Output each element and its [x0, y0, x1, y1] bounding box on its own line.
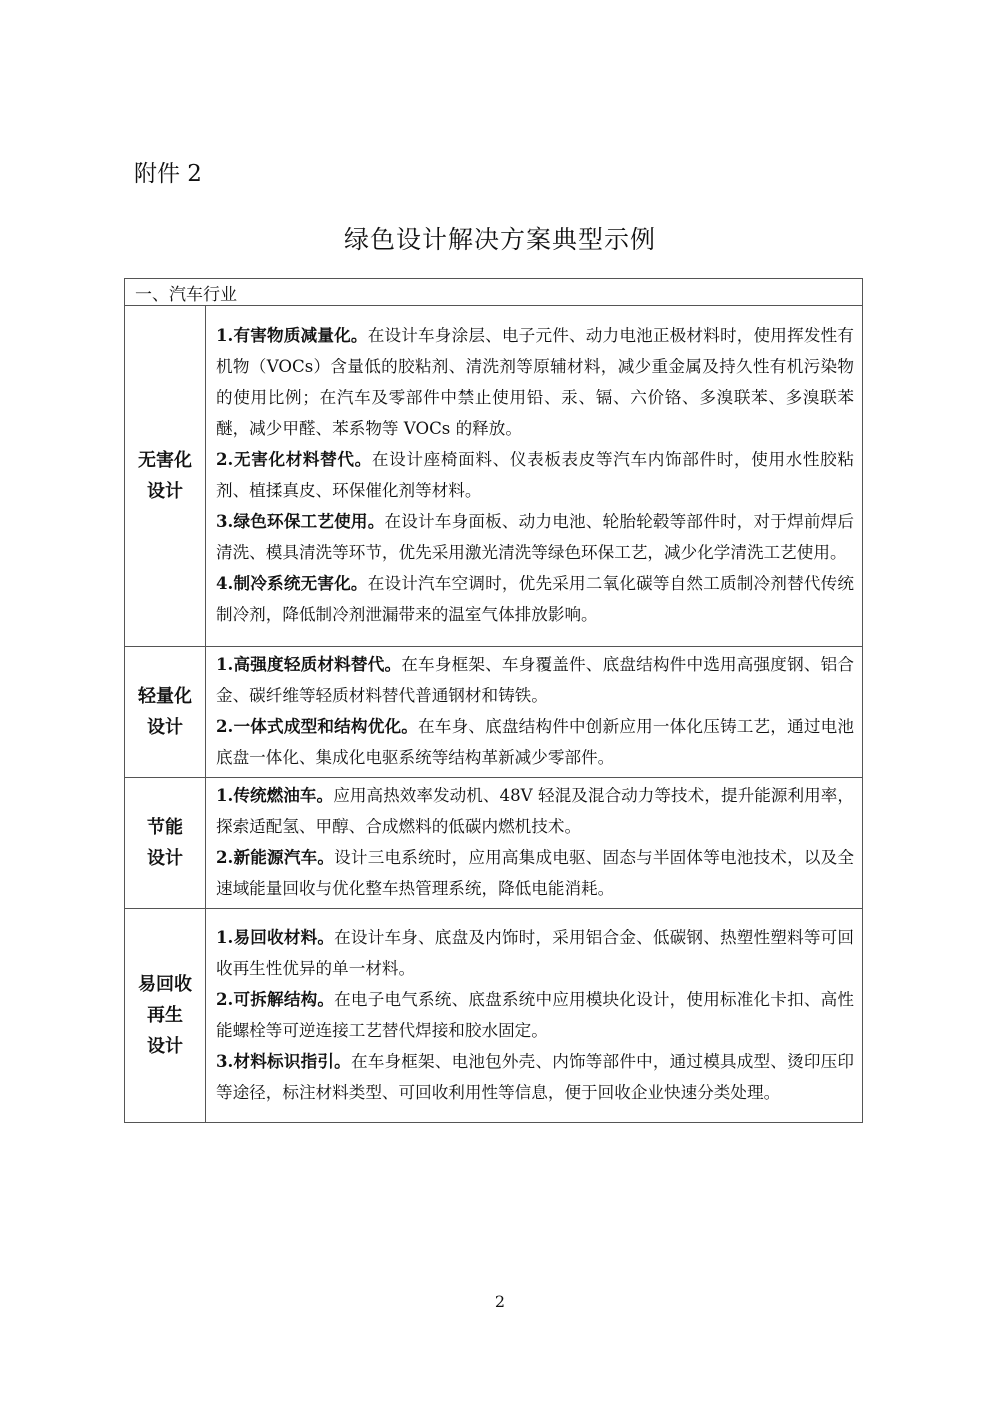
category-line: 易回收: [138, 974, 192, 995]
list-item: [216, 711, 854, 773]
attachment-label: 附件 2: [134, 161, 202, 187]
category-line: 设计: [147, 1036, 183, 1057]
item-text: 应用高热效率发动机、48V 轻混及混合动力等技术，提升能源利用率，探索适配氢、甲醇、合成燃料的低碳内燃机技术。: [216, 786, 854, 836]
table-row: [125, 778, 863, 909]
category-line: 设计: [147, 848, 183, 869]
category-line: 设计: [147, 481, 183, 502]
category-cell: [125, 778, 206, 909]
list-item: [216, 506, 854, 568]
list-item: [216, 320, 854, 444]
item-heading: 2.可拆解结构。: [216, 988, 335, 1009]
list-item: [216, 1046, 854, 1108]
solutions-table: [124, 278, 863, 1123]
item-text: 在设计车身、底盘及内饰时，采用铝合金、低碳钢、热塑性塑料等可回收再生性优异的单一材料。: [216, 927, 854, 978]
content-cell: [206, 647, 863, 778]
category-cell: [125, 306, 206, 647]
category-cell: [125, 647, 206, 778]
item-text: 在车身框架、车身覆盖件、底盘结构件中选用高强度钢、铝合金、碳纤维等轻质材料替代普通钢材和铸铁。: [216, 655, 855, 705]
item-text: 在电子电气系统、底盘系统中应用模块化设计，使用标准化卡扣、高性能螺栓等可逆连接工艺替代焊接和胶水固定。: [216, 989, 854, 1040]
category-line: 轻量化: [138, 686, 192, 707]
item-heading: 1.有害物质减量化。: [216, 325, 368, 345]
table-row: [125, 909, 863, 1123]
list-item: [216, 984, 854, 1046]
list-item: [216, 842, 854, 904]
item-heading: 3.材料标识指引。: [216, 1050, 351, 1071]
item-heading: 1.易回收材料。: [216, 926, 335, 947]
item-text: 在设计汽车空调时，优先采用二氧化碳等自然工质制冷剂替代传统制冷剂，降低制冷剂泄漏带来的温室气体排放影响。: [216, 574, 854, 624]
item-heading: 4.制冷系统无害化。: [216, 573, 368, 593]
item-heading: 3.绿色环保工艺使用。: [216, 511, 385, 531]
item-text: 在车身、底盘结构件中创新应用一体化压铸工艺，通过电池底盘一体化、集成化电驱系统等结构革新减少零部件。: [216, 717, 854, 767]
item-text: 在设计车身涂层、电子元件、动力电池正极材料时，使用挥发性有机物（VOCs）含量低的胶粘剂、清洗剂等原辅材料，减少重金属及持久性有机污染物的使用比例；在汽车及零部件中禁止使用铅、汞、镉、六价铬、多溴联苯、多溴联苯醚，减少甲醛、苯系物等 VOCs 的释放。: [216, 326, 854, 438]
category-line: 再生: [147, 1005, 183, 1026]
item-text: 在设计车身面板、动力电池、轮胎轮毂等部件时，对于焊前焊后清洗、模具清洗等环节，优先采用激光清洗等绿色环保工艺，减少化学清洗工艺使用。: [216, 512, 854, 562]
category-cell: [125, 909, 206, 1123]
item-text: 设计三电系统时，应用高集成电驱、固态与半固体等电池技术，以及全速域能量回收与优化整车热管理系统，降低电能消耗。: [216, 848, 854, 898]
list-item: [216, 649, 854, 711]
list-item: [216, 568, 854, 630]
content-cell: [206, 778, 863, 909]
section-heading: 一、汽车行业: [125, 279, 863, 306]
content-cell: [206, 909, 863, 1123]
category-line: 设计: [147, 717, 183, 738]
item-heading: 1.高强度轻质材料替代。: [216, 654, 402, 674]
item-text: 在车身框架、电池包外壳、内饰等部件中，通过模具成型、烫印压印等途径，标注材料类型、可回收利用性等信息，便于回收企业快速分类处理。: [216, 1051, 855, 1102]
table-row: [125, 647, 863, 778]
list-item: [216, 444, 854, 506]
table-row: [125, 306, 863, 647]
category-line: 节能: [147, 817, 183, 838]
page-title: 绿色设计解决方案典型示例: [343, 225, 656, 254]
item-heading: 1.传统燃油车。: [216, 785, 334, 805]
section-row: [125, 279, 863, 306]
category-line: 无害化: [138, 450, 192, 471]
page-number: 2: [494, 1292, 506, 1311]
item-text: 在设计座椅面料、仪表板表皮等汽车内饰部件时，使用水性胶粘剂、植揉真皮、环保催化剂等材料。: [216, 450, 855, 500]
list-item: [216, 780, 854, 842]
content-cell: [206, 306, 863, 647]
item-heading: 2.无害化材料替代。: [216, 449, 372, 469]
item-heading: 2.新能源汽车。: [216, 847, 335, 867]
list-item: [216, 922, 854, 984]
item-heading: 2.一体式成型和结构优化。: [216, 716, 419, 736]
